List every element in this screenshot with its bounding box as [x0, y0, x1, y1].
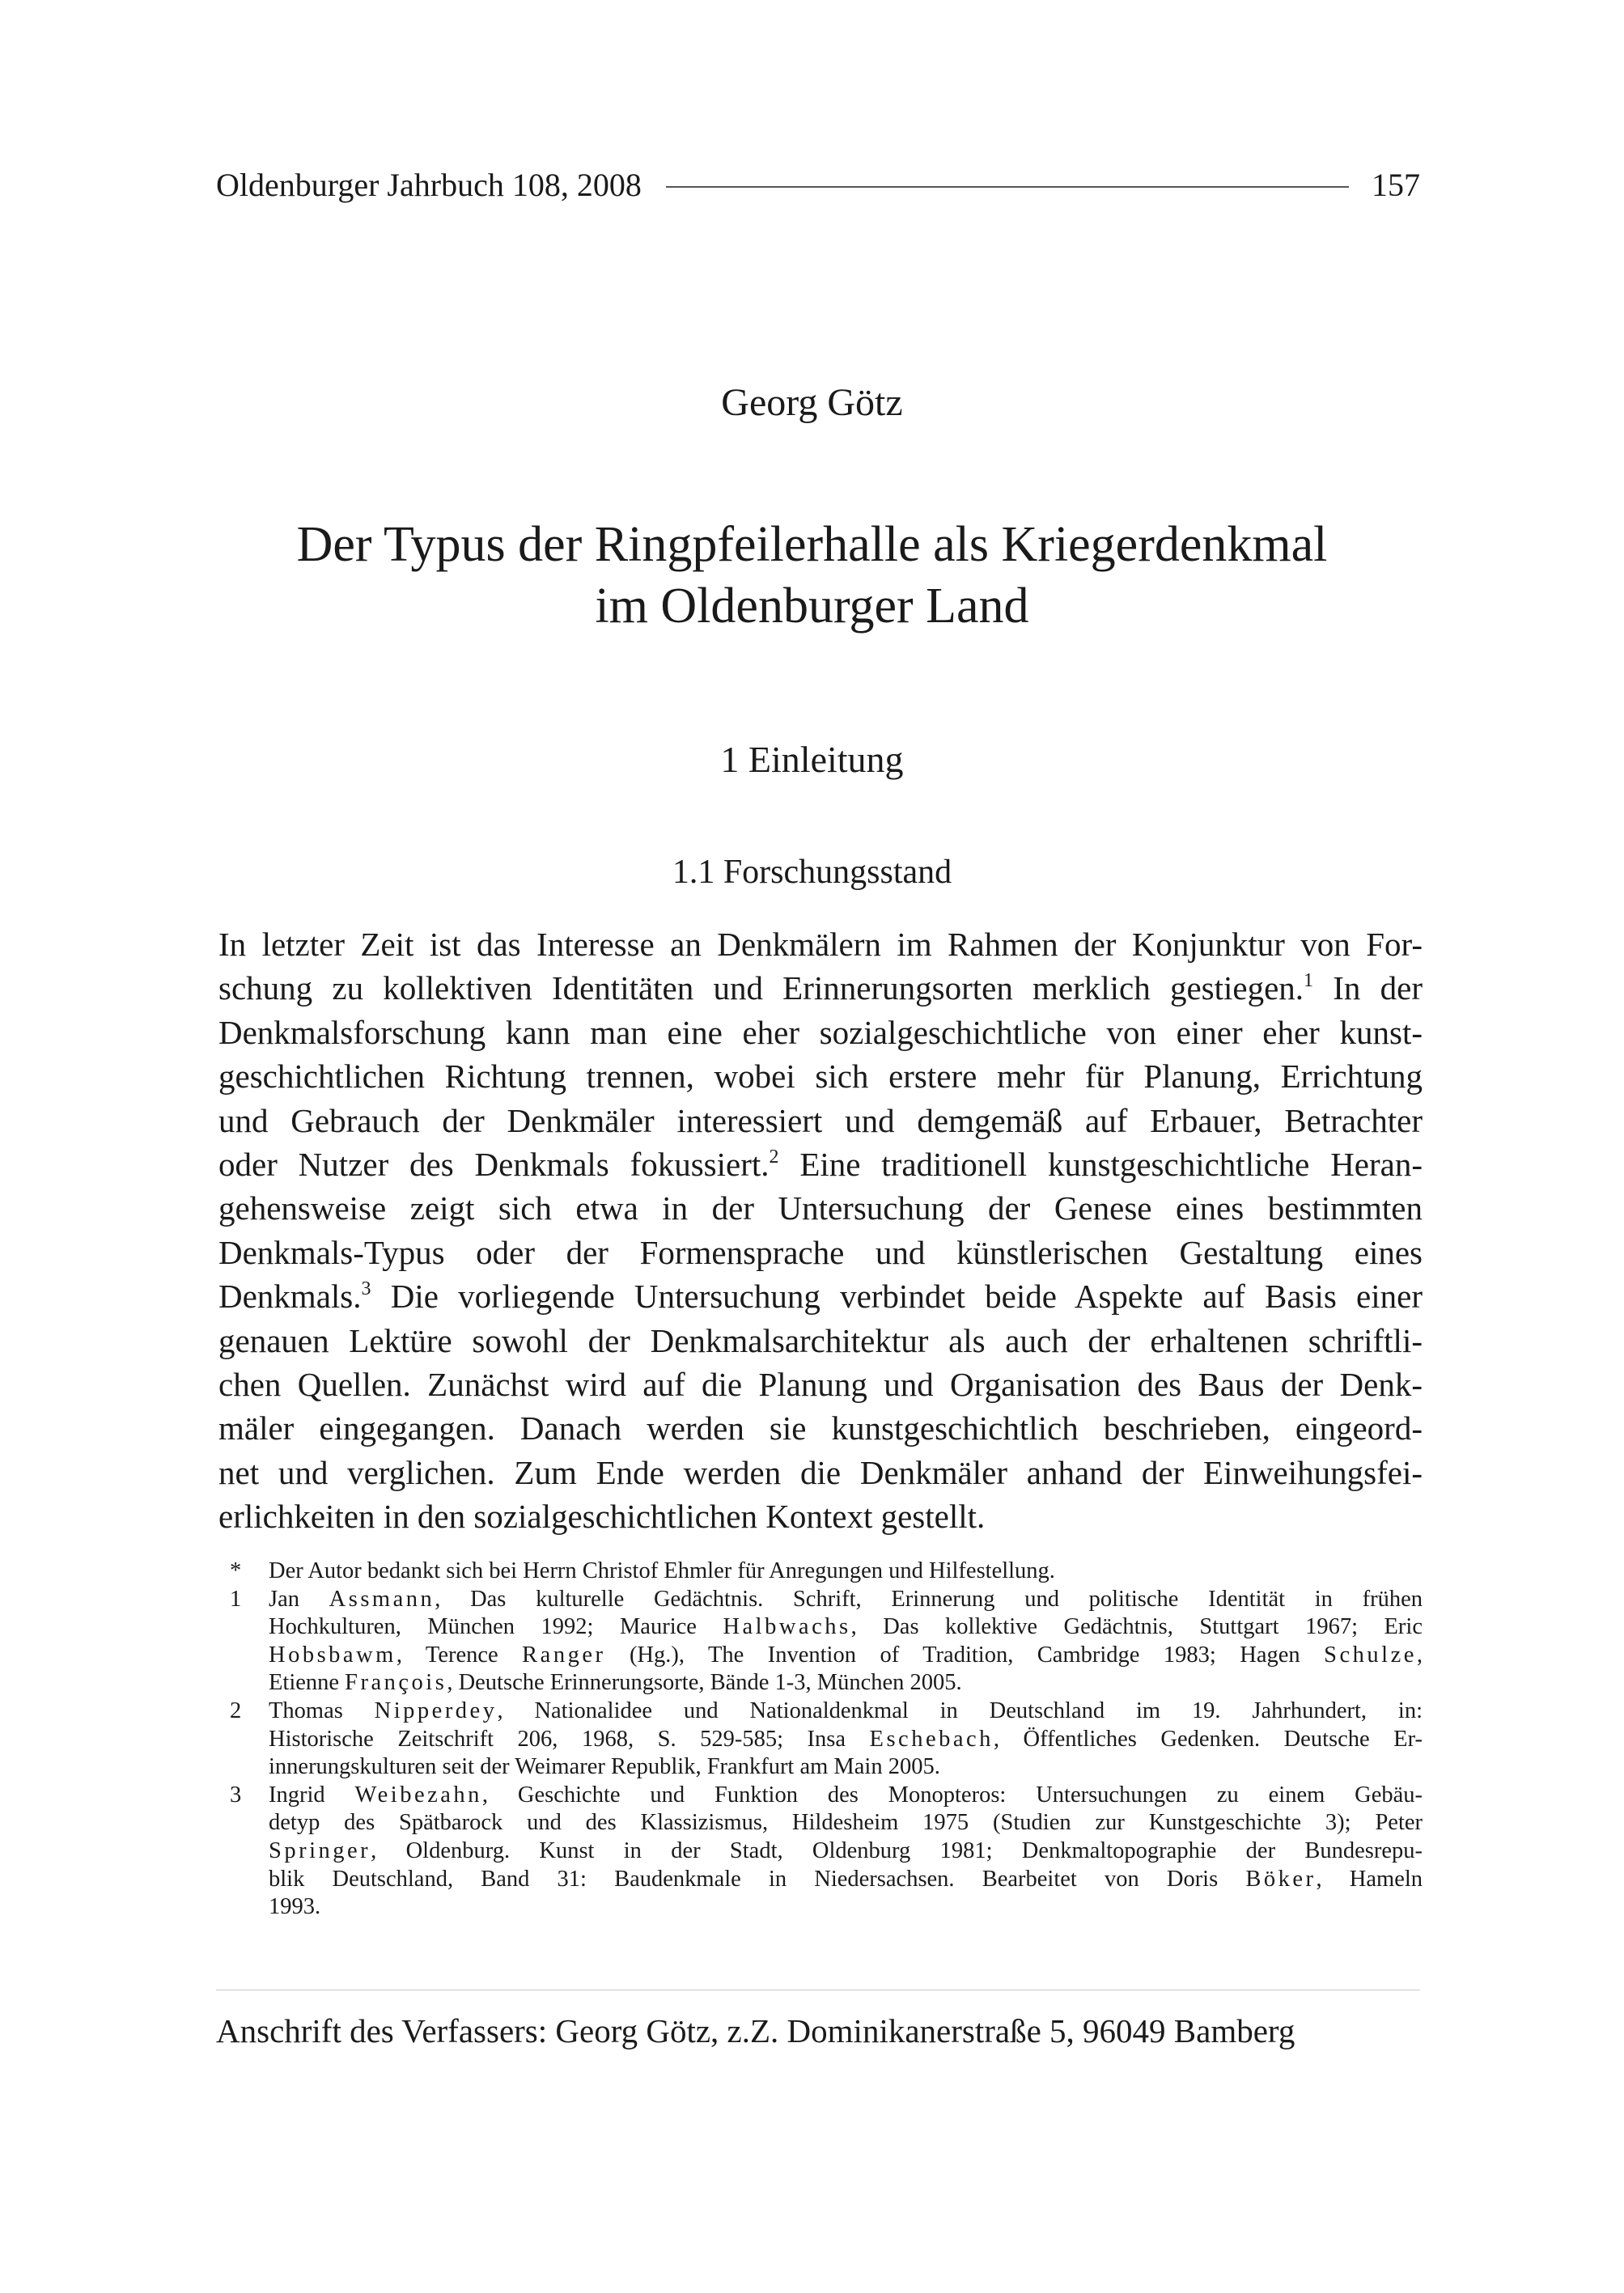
footnote-line: Hochkulturen, München 1992; Maurice Halbwachs, Das kollektive Gedächtnis, Stuttgart 1967; Eric	[269, 1614, 1423, 1640]
footnote-line: Hobsbawm, Terence Ranger (Hg.), The Invention of Tradition, Cambridge 1983; Hagen Schulze,	[269, 1642, 1423, 1668]
footnote-line: Jan Assmann, Das kulturelle Gedächtnis. Schrift, Erinnerung und politische Identität in frühen	[269, 1586, 1423, 1612]
footnote-line: blik Deutschland, Band 31: Baudenkmale in Niedersachsen. Bearbeitet von Doris Böker, Hameln	[269, 1866, 1423, 1892]
footnote-line: Springer, Oldenburg. Kunst in der Stadt, Oldenburg 1981; Denkmaltopographie der Bundesrepu-	[269, 1837, 1423, 1863]
body-line: mäler eingegangen. Danach werden sie kunstgeschichtlich beschrieben, eingeord-	[218, 1409, 1423, 1447]
footnote-mark: 2	[230, 1697, 242, 1723]
footnote-line: Thomas Nipperdey, Nationalidee und Nationaldenkmal in Deutschland im 19. Jahrhundert, in:	[269, 1697, 1423, 1723]
journal-citation: Oldenburger Jahrbuch 108, 2008	[216, 167, 642, 203]
footnote-line: detyp des Spätbarock und des Klassizismus, Hildesheim 1975 (Studien zur Kunstgeschichte 3); Peter	[269, 1810, 1423, 1836]
footnote-line: Der Autor bedankt sich bei Herrn Christof Ehmler für Anregungen und Hilfestellung.	[269, 1558, 1055, 1583]
body-line: Denkmals.$^3$ Die vorliegende Untersuchung verbindet beide Aspekte auf Basis einer	[218, 1278, 1423, 1316]
footnote-line: Historische Zeitschrift 206, 1968, S. 529-585; Insa Eschebach, Öffentliches Gedenken. Deutsche Er-	[269, 1726, 1423, 1752]
author-name: Georg Götz	[721, 381, 903, 424]
body-line: gehensweise zeigt sich etwa in der Untersuchung der Genese eines bestimmten	[218, 1189, 1423, 1227]
body-line: genauen Lektüre sowohl der Denkmalsarchitektur als auch der erhaltenen schriftli-	[218, 1321, 1423, 1359]
article-title	[0, 514, 1624, 637]
body-line: In letzter Zeit ist das Interesse an Denkmälern im Rahmen der Konjunktur von For-	[218, 926, 1423, 963]
footnote-line: innerungskulturen seit der Weimarer Republik, Frankfurt am Main 2005.	[269, 1754, 940, 1780]
subsection-heading: 1.1 Forschungsstand	[672, 854, 952, 891]
body-line: Denkmalsforschung kann man eine eher sozialgeschichtliche von einer eher kunst-	[218, 1013, 1423, 1051]
footnote-mark: 1	[230, 1586, 242, 1612]
body-line: net und verglichen. Zum Ende werden die Denkmäler anhand der Einweihungsfei-	[218, 1453, 1423, 1491]
body-line: und Gebrauch der Denkmäler interessiert und demgemäß auf Erbauer, Betrachter	[218, 1101, 1423, 1139]
running-header	[216, 166, 1420, 205]
section-heading: 1 Einleitung	[720, 739, 904, 780]
footnote-mark: 3	[230, 1782, 242, 1808]
body-line: schung zu kollektiven Identitäten und Erinnerungsorten merklich gestiegen.$^1$ In der	[218, 969, 1423, 1007]
body-line: oder Nutzer des Denkmals fokussiert.$^2$ Eine traditionell kunstgeschichtliche Heran-	[218, 1146, 1423, 1184]
footnote-line: Ingrid Weibezahn, Geschichte und Funktion des Monopteros: Untersuchungen zu einem Gebäu-	[269, 1782, 1423, 1808]
title-line-2: im Oldenburger Land	[595, 579, 1029, 634]
footnote-star	[218, 1558, 1423, 1586]
footnote-2	[218, 1697, 1423, 1782]
footnote-line: Etienne François, Deutsche Erinnerungsorte, Bände 1-3, München 2005.	[269, 1670, 962, 1696]
body-line: chen Quellen. Zunächst wird auf die Planung und Organisation des Baus der Denk-	[218, 1366, 1423, 1404]
title-line-1: Der Typus der Ringpfeilerhalle als Kriegerdenkmal	[296, 517, 1328, 572]
footnotes	[218, 1558, 1423, 1922]
body-line: Denkmals-Typus oder der Formensprache und künstlerischen Gestaltung eines	[218, 1233, 1423, 1271]
body-line: geschichtlichen Richtung trennen, wobei sich erstere mehr für Planung, Errichtung	[218, 1057, 1423, 1096]
footnote-ref-3[interactable]: 3	[361, 1278, 371, 1300]
body-line: erlichkeiten in den sozialgeschichtlichen Kontext gestellt.	[218, 1498, 986, 1536]
body-paragraph	[218, 922, 1423, 1539]
footnote-1	[218, 1586, 1423, 1697]
footnote-ref-2[interactable]: 2	[769, 1146, 779, 1168]
author-address: Anschrift des Verfassers: Georg Götz, z.Z. Dominikanerstraße 5, 96049 Bamberg	[216, 2012, 1295, 2049]
footnote-mark: *	[230, 1558, 242, 1583]
footnote-ref-1[interactable]: 1	[1304, 970, 1314, 992]
footnote-line: 1993.	[269, 1894, 321, 1920]
header-rule	[666, 186, 1349, 188]
page-number: 157	[1372, 167, 1420, 203]
footnote-3	[218, 1782, 1423, 1922]
